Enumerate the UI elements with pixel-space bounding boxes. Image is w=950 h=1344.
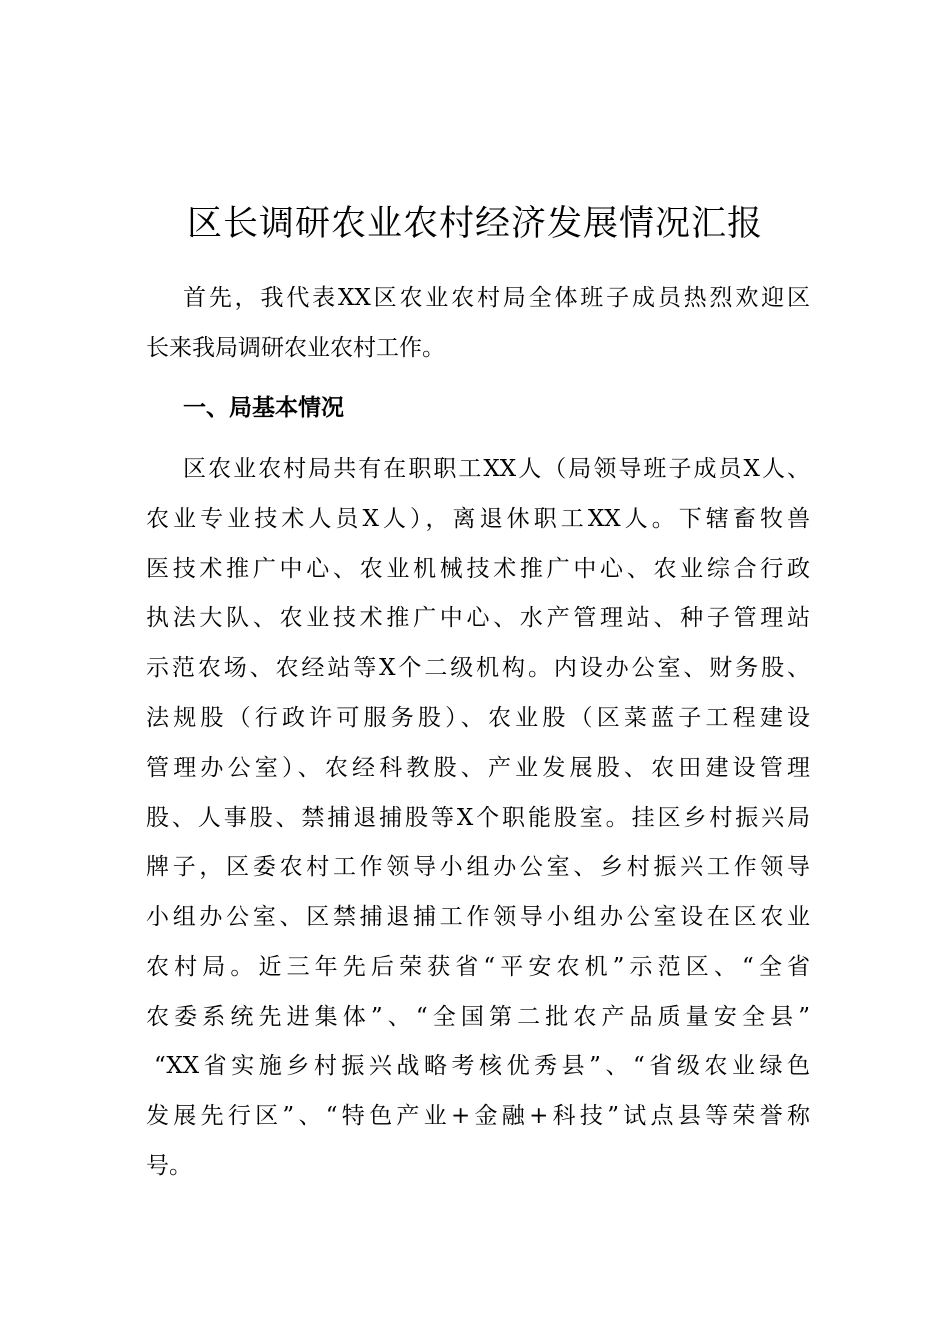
body-line-15: 号。 <box>146 1153 192 1179</box>
document-title: 区长调研农业农村经济发展情况汇报 <box>186 204 763 244</box>
body-line-7: 管理办公室）、农经科教股、产业发展股、农田建设管理 <box>146 755 810 781</box>
intro-line-1: 首先，我代表XX区农业农村局全体班子成员热烈欢迎区 <box>183 285 810 311</box>
body-line-2: 农业专业技术人员X人），离退休职工XX人。下辖畜牧兽 <box>146 506 810 532</box>
body-line-4: 执法大队、农业技术推广中心、水产管理站、种子管理站 <box>146 605 810 631</box>
section-heading: 一、局基本情况 <box>183 395 344 421</box>
body-line-5: 示范农场、农经站等X个二级机构。内设办公室、财务股、 <box>146 655 810 681</box>
body-line-1: 区农业农村局共有在职职工XX人（局领导班子成员X人、 <box>183 456 810 482</box>
body-line-13: “XX省实施乡村振兴战略考核优秀县”、“省级农业绿色 <box>154 1053 810 1079</box>
body-line-10: 小组办公室、区禁捕退捕工作领导小组办公室设在区农业 <box>146 904 810 930</box>
body-line-12: 农委系统先进集体”、“全国第二批农产品质量安全县” <box>146 1004 810 1030</box>
body-line-6: 法规股（行政许可服务股）、农业股（区菜蓝子工程建设 <box>146 705 810 731</box>
body-line-8: 股、人事股、禁捕退捕股等X个职能股室。挂区乡村振兴局 <box>146 805 810 831</box>
intro-line-2: 长来我局调研农业农村工作。 <box>146 335 445 361</box>
body-line-9: 牌子，区委农村工作领导小组办公室、乡村振兴工作领导 <box>146 854 810 880</box>
body-line-3: 医技术推广中心、农业机械技术推广中心、农业综合行政 <box>146 556 810 582</box>
body-line-14: 发展先行区”、“特色产业+金融+科技”试点县等荣誉称 <box>146 1103 810 1129</box>
body-line-11: 农村局。近三年先后荣获省“平安农机”示范区、“全省 <box>146 954 810 980</box>
